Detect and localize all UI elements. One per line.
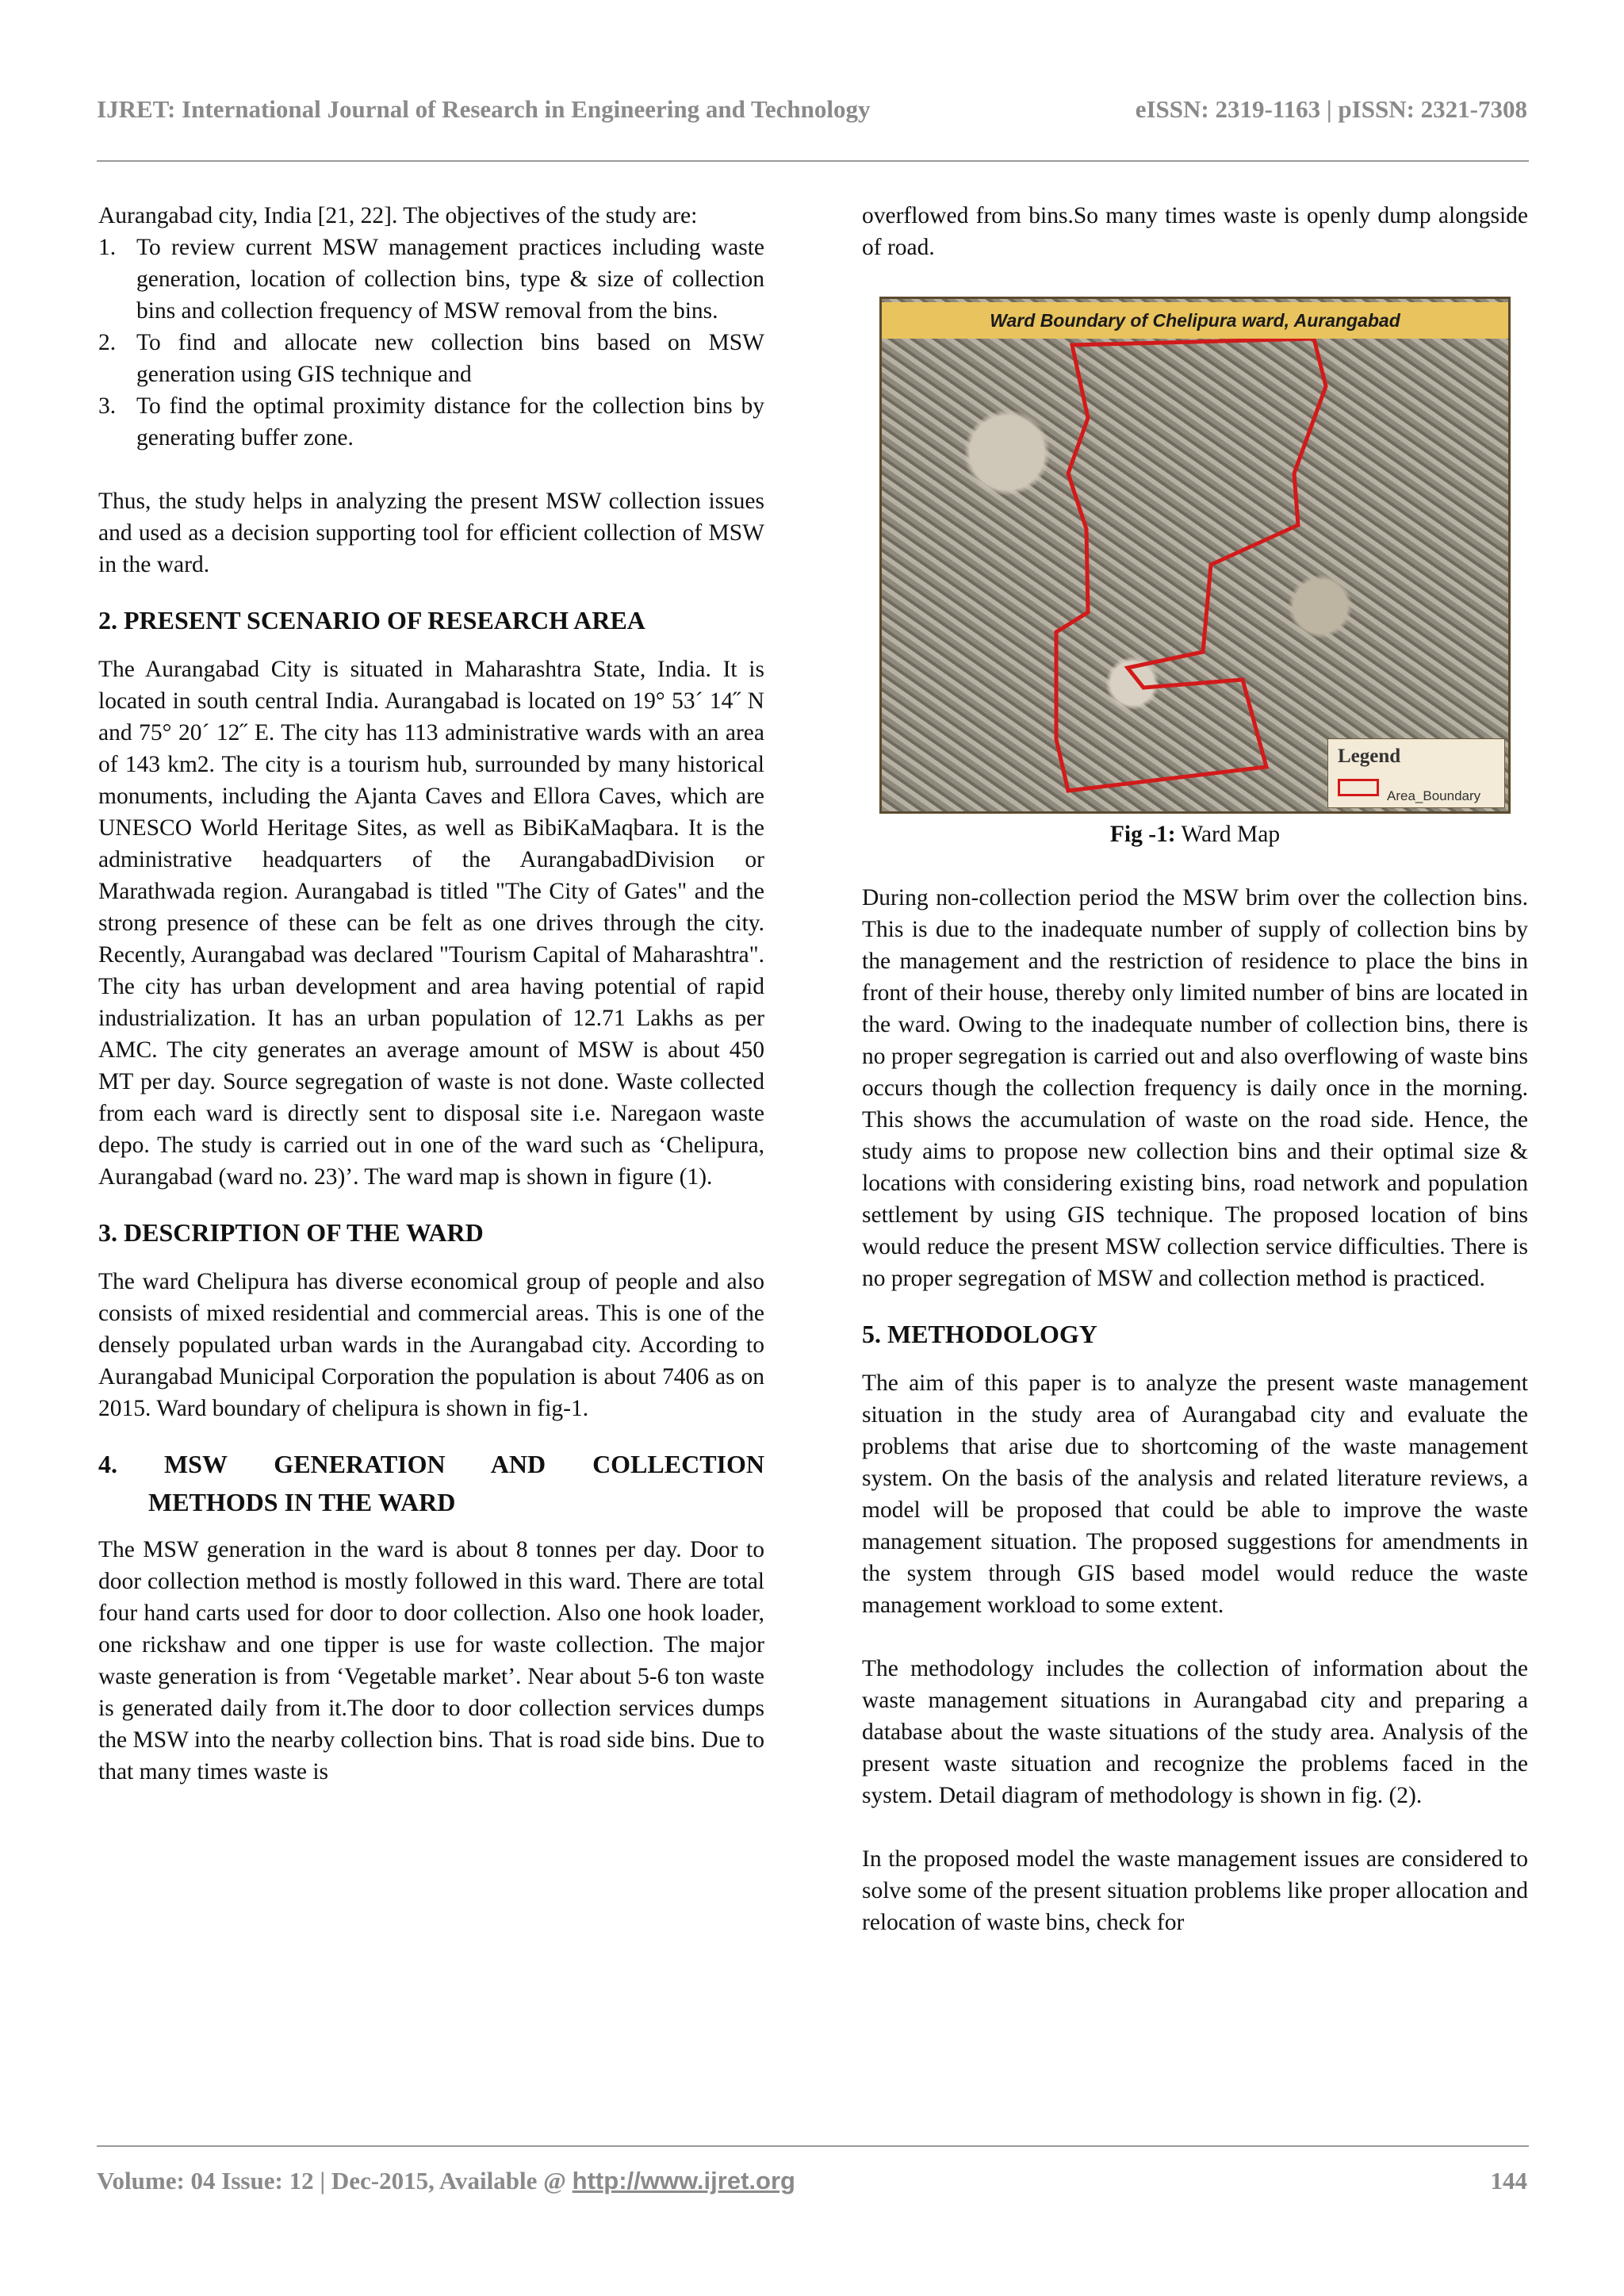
volume-text: Volume: 04 Issue: 12 | Dec-2015, Available @ <box>97 2167 573 2194</box>
section-4-heading-cont: METHODS IN THE WARD <box>148 1488 456 1516</box>
map-legend <box>1327 738 1505 808</box>
caption-label: Fig -1: <box>1109 822 1176 847</box>
list-text: To review current MSW management practices including waste generation, location of collection bins, type & size of collection bins and collection frequency of MSW removal from the bins. <box>136 235 764 324</box>
page-number: 144 <box>1490 2167 1527 2194</box>
map-title: Ward Boundary of Chelipura ward, Aurangabad <box>882 302 1508 339</box>
methodology-paragraph-3: In the proposed model the waste management issues are considered to solve some of the present situation problems like proper allocation and relocation of waste bins, check for <box>862 1846 1528 1935</box>
header-divider <box>97 160 1529 162</box>
ward-boundary-overlay <box>882 299 1508 811</box>
list-item <box>98 232 764 327</box>
section-2-body: The Aurangabad City is situated in Maharashtra State, India. It is located in south central India. Aurangabad is located on 19° 53´ 14˝ N and 75° 20´ 12˝ E. The city has 113 administrative wards with an area of 143 km2. The city is a tourism hub, surrounded by many historical monuments, including the Ajanta Caves and Ellora Caves, which are UNESCO World Heritage Sites, as well as BibiKaMaqbara. It is the administrative headquarters of the AurangabadDivision or Marathwada region. Aurangabad is titled "The City of Gates" and the strong presence of these can be felt as one drives through the city. Recently, Aurangabad was declared "Tourism Capital of Maharashtra". The city has urban development and area having potential of rapid industrialization. It has an urban population of 12.71 Lakhs as per AMC. The city generates an average amount of MSW is about 450 MT per day. Source segregation of waste is not done. Waste collected from each ward is directly sent to disposal site i.e. Naregaon waste depo. The study is carried out in one of the ward such as ‘Chelipura, Aurangabad (ward no. 23)’. The ward map is shown in figure (1). <box>98 657 764 1190</box>
continued-paragraph: overflowed from bins.So many times waste is openly dump alongside of road. <box>862 203 1528 260</box>
right-column <box>862 200 1528 1938</box>
running-header <box>97 95 1527 124</box>
ward-map-figure <box>879 297 1511 814</box>
objectives-list <box>98 232 764 454</box>
collection-paragraph: During non-collection period the MSW brim over the collection bins. This is due to the inadequate number of supply of collection bins by the management and the restriction of residence to place the bins in front of their house, thereby only limited number of bins are located in the ward. Owing to the inadequate number of collection bins, there is no proper segregation is carried out and also overflowing of waste bins occurs though the collection frequency is daily once in the morning. This shows the accumulation of waste on the road side. Hence, the study aims to propose new collection bins and their optimal size & locations with considering existing bins, road network and population settlement by using GIS technique. The proposed location of bins would reduce the present MSW collection service difficulties. There is no proper segregation of MSW and collection method is practiced. <box>862 885 1528 1291</box>
list-number: 3. <box>98 393 117 419</box>
figure-caption <box>862 818 1528 850</box>
list-item <box>98 390 764 454</box>
list-text: To find and allocate new collection bins based on MSW generation using GIS technique and <box>136 330 764 387</box>
section-5-heading: 5. METHODOLOGY <box>862 1320 1097 1348</box>
left-column <box>98 200 764 1788</box>
methodology-paragraph-2: The methodology includes the collection of information about the waste management situations in Aurangabad city and preparing a database about the waste situations of the study area. Analysis of the present waste situation and recognize the problems faced in the system. Detail diagram of methodology is shown in fig. (2). <box>862 1656 1528 1808</box>
issn: eISSN: 2319-1163 | pISSN: 2321-7308 <box>1135 95 1527 123</box>
running-footer <box>97 2167 1527 2195</box>
legend-title: Legend <box>1338 746 1401 767</box>
section-4-heading: 4. MSW GENERATION AND COLLECTION <box>98 1450 764 1478</box>
summary-paragraph: Thus, the study helps in analyzing the present MSW collection issues and used as a decision supporting tool for efficient collection of MSW in the ward. <box>98 489 764 577</box>
list-item <box>98 327 764 390</box>
section-3-heading: 3. DESCRIPTION OF THE WARD <box>98 1218 484 1247</box>
volume-info <box>97 2167 795 2195</box>
section-3-body: The ward Chelipura has diverse economical group of people and also consists of mixed residential and commercial areas. This is one of the densely populated urban wards in the Aurangabad city. According to Aurangabad Municipal Corporation the population is about 7406 as on 2015. Ward boundary of chelipura is shown in fig-1. <box>98 1269 764 1421</box>
journal-link[interactable]: http://www.ijret.org <box>572 2167 795 2194</box>
list-text: To find the optimal proximity distance for the collection bins by generating buffer zone. <box>136 393 764 450</box>
list-number: 2. <box>98 330 117 355</box>
legend-label: Area_Boundary <box>1387 788 1481 803</box>
ward-boundary <box>1056 339 1326 791</box>
section-4-body: The MSW generation in the ward is about 8 tonnes per day. Door to door collection method is mostly followed in this ward. There are total four hand carts used for door to door collection. Also one hook loader, one rickshaw and one tipper is use for waste collection. The major waste generation is from ‘Vegetable market’. Near about 5-6 ton waste is generated daily from it.The door to door collection services dumps the MSW into the nearby collection bins. That is road side bins. Due to that many times waste is <box>98 1537 764 1784</box>
caption-text: Ward Map <box>1175 822 1281 847</box>
journal-title: IJRET: International Journal of Research in Engineering and Technology <box>97 95 871 123</box>
footer-divider <box>97 2145 1529 2147</box>
list-number: 1. <box>98 235 117 260</box>
section-2-heading: 2. PRESENT SCENARIO OF RESEARCH AREA <box>98 606 645 634</box>
intro-paragraph: Aurangabad city, India [21, 22]. The objectives of the study are: <box>98 203 698 228</box>
legend-swatch <box>1338 779 1379 796</box>
methodology-paragraph-1: The aim of this paper is to analyze the present waste management situation in the study area of Aurangabad city and evaluate the problems that arise due to shortcoming of the waste management system. On the basis of the analysis and related literature reviews, a model will be proposed that could be able to improve the waste management situation. The proposed suggestions for amendments in the system through GIS based model would reduce the waste management workload to some extent. <box>862 1370 1528 1618</box>
